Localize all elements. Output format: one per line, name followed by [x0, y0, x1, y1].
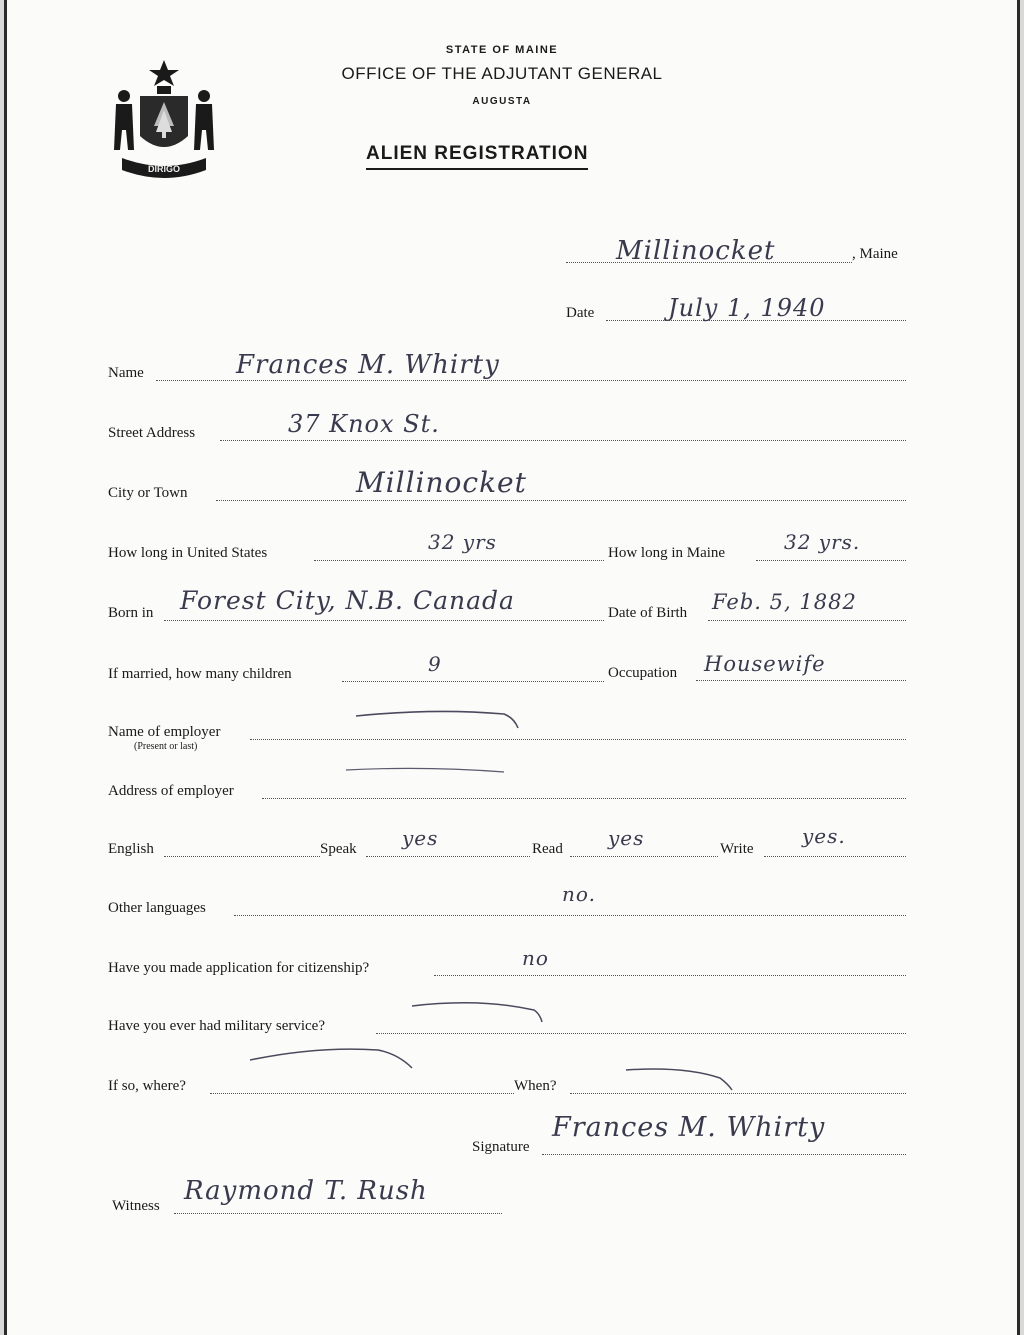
years-maine-value: 32 yrs.: [784, 530, 861, 554]
speak-label: Speak: [320, 841, 357, 857]
years-us-value: 32 yrs: [428, 530, 497, 554]
scan-border-left: [4, 0, 7, 1335]
city-value: Millinocket: [356, 466, 527, 499]
other-languages-label: Other languages: [108, 900, 206, 916]
occupation-field-line: [696, 680, 906, 681]
signature-value: Frances M. Whirty: [552, 1112, 826, 1143]
name-value: Frances M. Whirty: [236, 350, 500, 380]
street-field-line: [220, 440, 906, 441]
name-field-line: [156, 380, 906, 381]
employer-address-label: Address of employer: [108, 783, 234, 799]
children-field-line: [342, 681, 604, 682]
write-label: Write: [720, 841, 754, 857]
military-field-line: [376, 1033, 906, 1034]
when-blank-mark: [624, 1064, 744, 1092]
registration-form-page: [4, 0, 1020, 1335]
scan-border-right: [1017, 0, 1020, 1335]
signature-field-line: [542, 1154, 906, 1155]
dob-label: Date of Birth: [608, 605, 688, 621]
city-label: City or Town: [108, 485, 188, 501]
svg-text:DIRIGO: DIRIGO: [147, 164, 181, 174]
where-blank-mark: [248, 1046, 418, 1074]
other-languages-field-line: [234, 915, 906, 916]
citizenship-label: Have you made application for citizenship?: [108, 960, 370, 976]
date-label: Date: [566, 305, 595, 321]
military-blank-mark: [410, 998, 550, 1024]
write-value: yes.: [802, 824, 846, 848]
city-field-line: [216, 500, 906, 501]
form-title: ALIEN REGISTRATION: [366, 143, 588, 170]
english-label: English: [108, 841, 154, 857]
street-label: Street Address: [108, 425, 196, 441]
header-city: AUGUSTA: [472, 96, 532, 107]
occupation-label: Occupation: [608, 665, 678, 681]
witness-value: Raymond T. Rush: [184, 1176, 428, 1206]
english-field-line: [164, 856, 320, 857]
occupation-value: Housewife: [704, 652, 826, 676]
years-maine-field-line: [756, 560, 906, 561]
other-languages-value: no.: [562, 882, 596, 906]
employer-label: Name of employer: [108, 724, 221, 740]
header-state: STATE OF MAINE: [445, 44, 559, 56]
where-field-line: [210, 1093, 514, 1094]
read-value: yes: [608, 826, 645, 850]
employer-address-field-line: [262, 798, 906, 799]
read-field-line: [570, 856, 718, 857]
date-value: July 1, 1940: [668, 294, 826, 322]
read-label: Read: [532, 841, 563, 857]
born-value: Forest City, N.B. Canada: [180, 586, 515, 615]
town-value: Millinocket: [616, 236, 776, 266]
speak-field-line: [366, 856, 530, 857]
when-field-line: [570, 1093, 906, 1094]
dob-value: Feb. 5, 1882: [712, 590, 857, 614]
military-label: Have you ever had military service?: [108, 1018, 325, 1034]
write-field-line: [764, 856, 906, 857]
years-us-field-line: [314, 560, 604, 561]
witness-label: Witness: [112, 1198, 160, 1214]
header-office: OFFICE OF THE ADJUTANT GENERAL: [341, 64, 663, 83]
street-value: 37 Knox St.: [288, 410, 440, 438]
signature-label: Signature: [472, 1139, 530, 1155]
speak-value: yes: [402, 826, 439, 850]
when-label: When?: [514, 1078, 557, 1094]
witness-field-line: [174, 1213, 502, 1214]
dob-field-line: [708, 620, 906, 621]
where-label: If so, where?: [108, 1078, 186, 1094]
children-value: 9: [428, 652, 442, 676]
town-suffix-label: , Maine: [852, 246, 898, 262]
name-label: Name: [108, 365, 144, 381]
born-field-line: [164, 620, 604, 621]
citizenship-value: no: [522, 946, 549, 970]
years-us-label: How long in United States: [108, 545, 268, 561]
citizenship-field-line: [434, 975, 906, 976]
employer-sublabel: (Present or last): [134, 741, 198, 752]
years-maine-label: How long in Maine: [608, 545, 726, 561]
employer-field-line: [250, 739, 906, 740]
employer-blank-mark: [354, 706, 524, 732]
children-label: If married, how many children: [108, 666, 292, 682]
born-label: Born in: [108, 605, 154, 621]
employer-address-blank-mark: [344, 762, 514, 778]
